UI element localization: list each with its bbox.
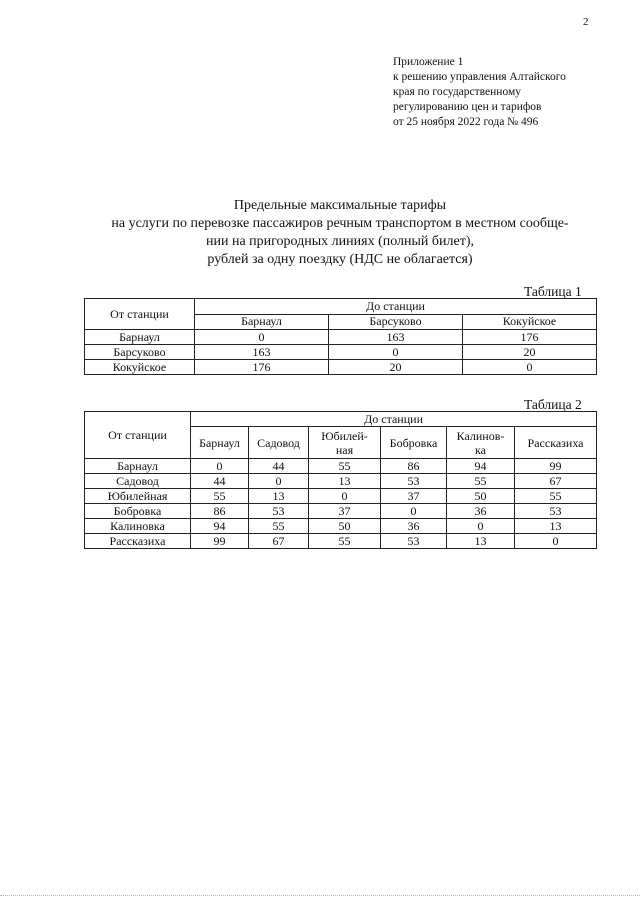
from-station-header: От станции [85, 299, 195, 330]
fare-cell: 163 [329, 330, 463, 345]
table-row [85, 534, 597, 549]
fare-cell: 55 [191, 489, 249, 504]
page-number: 2 [583, 16, 589, 28]
fare-cell: 0 [515, 534, 597, 549]
fare-cell: 0 [463, 360, 597, 375]
column-header: Калинов- ка [447, 427, 515, 459]
table-2-caption: Таблица 2 [524, 397, 582, 412]
tariff-table-2 [84, 411, 597, 549]
fare-cell: 99 [191, 534, 249, 549]
fare-cell: 36 [381, 519, 447, 534]
fare-cell: 37 [381, 489, 447, 504]
row-station: Садовод [85, 474, 191, 489]
appendix-note [393, 55, 633, 130]
fare-cell: 0 [329, 345, 463, 360]
appendix-line: регулированию цен и тарифов [393, 101, 542, 113]
fare-cell: 86 [191, 504, 249, 519]
fare-cell: 50 [447, 489, 515, 504]
table-row [85, 360, 597, 375]
row-station: Кокуйское [85, 360, 195, 375]
column-header: Барнаул [191, 427, 249, 459]
table-1-caption: Таблица 1 [524, 284, 582, 299]
fare-cell: 53 [249, 504, 309, 519]
row-station: Юбилейная [85, 489, 191, 504]
fare-cell: 0 [447, 519, 515, 534]
row-station: Бобровка [85, 504, 191, 519]
table-row [85, 330, 597, 345]
appendix-line: края по государственному [393, 86, 521, 98]
fare-cell: 55 [249, 519, 309, 534]
column-header: Барсуково [329, 314, 463, 330]
to-station-header: До станции [195, 299, 597, 315]
fare-cell: 13 [249, 489, 309, 504]
fare-cell: 53 [515, 504, 597, 519]
row-station: Рассказиха [85, 534, 191, 549]
fare-cell: 13 [447, 534, 515, 549]
appendix-line: от 25 ноября 2022 года № 496 [393, 116, 539, 128]
fare-cell: 0 [249, 474, 309, 489]
fare-cell: 55 [515, 489, 597, 504]
table-row [85, 519, 597, 534]
table-row [85, 489, 597, 504]
table-row [85, 504, 597, 519]
fare-cell: 20 [463, 345, 597, 360]
fare-cell: 53 [381, 474, 447, 489]
fare-cell: 53 [381, 534, 447, 549]
row-station: Барнаул [85, 459, 191, 474]
fare-cell: 67 [249, 534, 309, 549]
fare-cell: 176 [463, 330, 597, 345]
row-station: Барсуково [85, 345, 195, 360]
appendix-line: Приложение 1 [393, 56, 464, 68]
column-header: Барнаул [195, 314, 329, 330]
column-header: Юбилей- ная [309, 427, 381, 459]
title-line: рублей за одну поездку (НДС не облагается) [207, 252, 473, 267]
fare-cell: 163 [195, 345, 329, 360]
table-row [85, 474, 597, 489]
appendix-line: к решению управления Алтайского [393, 71, 566, 83]
row-station: Калиновка [85, 519, 191, 534]
fare-cell: 86 [381, 459, 447, 474]
column-header: Рассказиха [515, 427, 597, 459]
fare-cell: 37 [309, 504, 381, 519]
fare-cell: 50 [309, 519, 381, 534]
title-line: нии на пригородных линиях (полный билет), [205, 234, 475, 249]
fare-cell: 94 [191, 519, 249, 534]
fare-cell: 36 [447, 504, 515, 519]
column-header: Кокуйское [463, 314, 597, 330]
column-header: Бобровка [381, 427, 447, 459]
row-station: Барнаул [85, 330, 195, 345]
fare-cell: 94 [447, 459, 515, 474]
fare-cell: 44 [191, 474, 249, 489]
page-edge-rule [0, 895, 640, 896]
to-station-header: До станции [191, 412, 597, 427]
fare-cell: 0 [309, 489, 381, 504]
table-row [85, 459, 597, 474]
tariff-table-1 [84, 298, 597, 375]
fare-cell: 44 [249, 459, 309, 474]
title-line: на услуги по перевозке пассажиров речным транспортом в местном сообще- [111, 216, 569, 231]
table-row [85, 345, 597, 360]
fare-cell: 13 [309, 474, 381, 489]
fare-cell: 0 [191, 459, 249, 474]
fare-cell: 67 [515, 474, 597, 489]
fare-cell: 55 [309, 459, 381, 474]
fare-cell: 55 [309, 534, 381, 549]
fare-cell: 176 [195, 360, 329, 375]
document-title [60, 197, 620, 269]
title-line: Предельные максимальные тарифы [233, 198, 447, 213]
fare-cell: 99 [515, 459, 597, 474]
column-header: Садовод [249, 427, 309, 459]
fare-cell: 0 [381, 504, 447, 519]
fare-cell: 55 [447, 474, 515, 489]
from-station-header: От станции [85, 412, 191, 459]
fare-cell: 0 [195, 330, 329, 345]
fare-cell: 20 [329, 360, 463, 375]
fare-cell: 13 [515, 519, 597, 534]
